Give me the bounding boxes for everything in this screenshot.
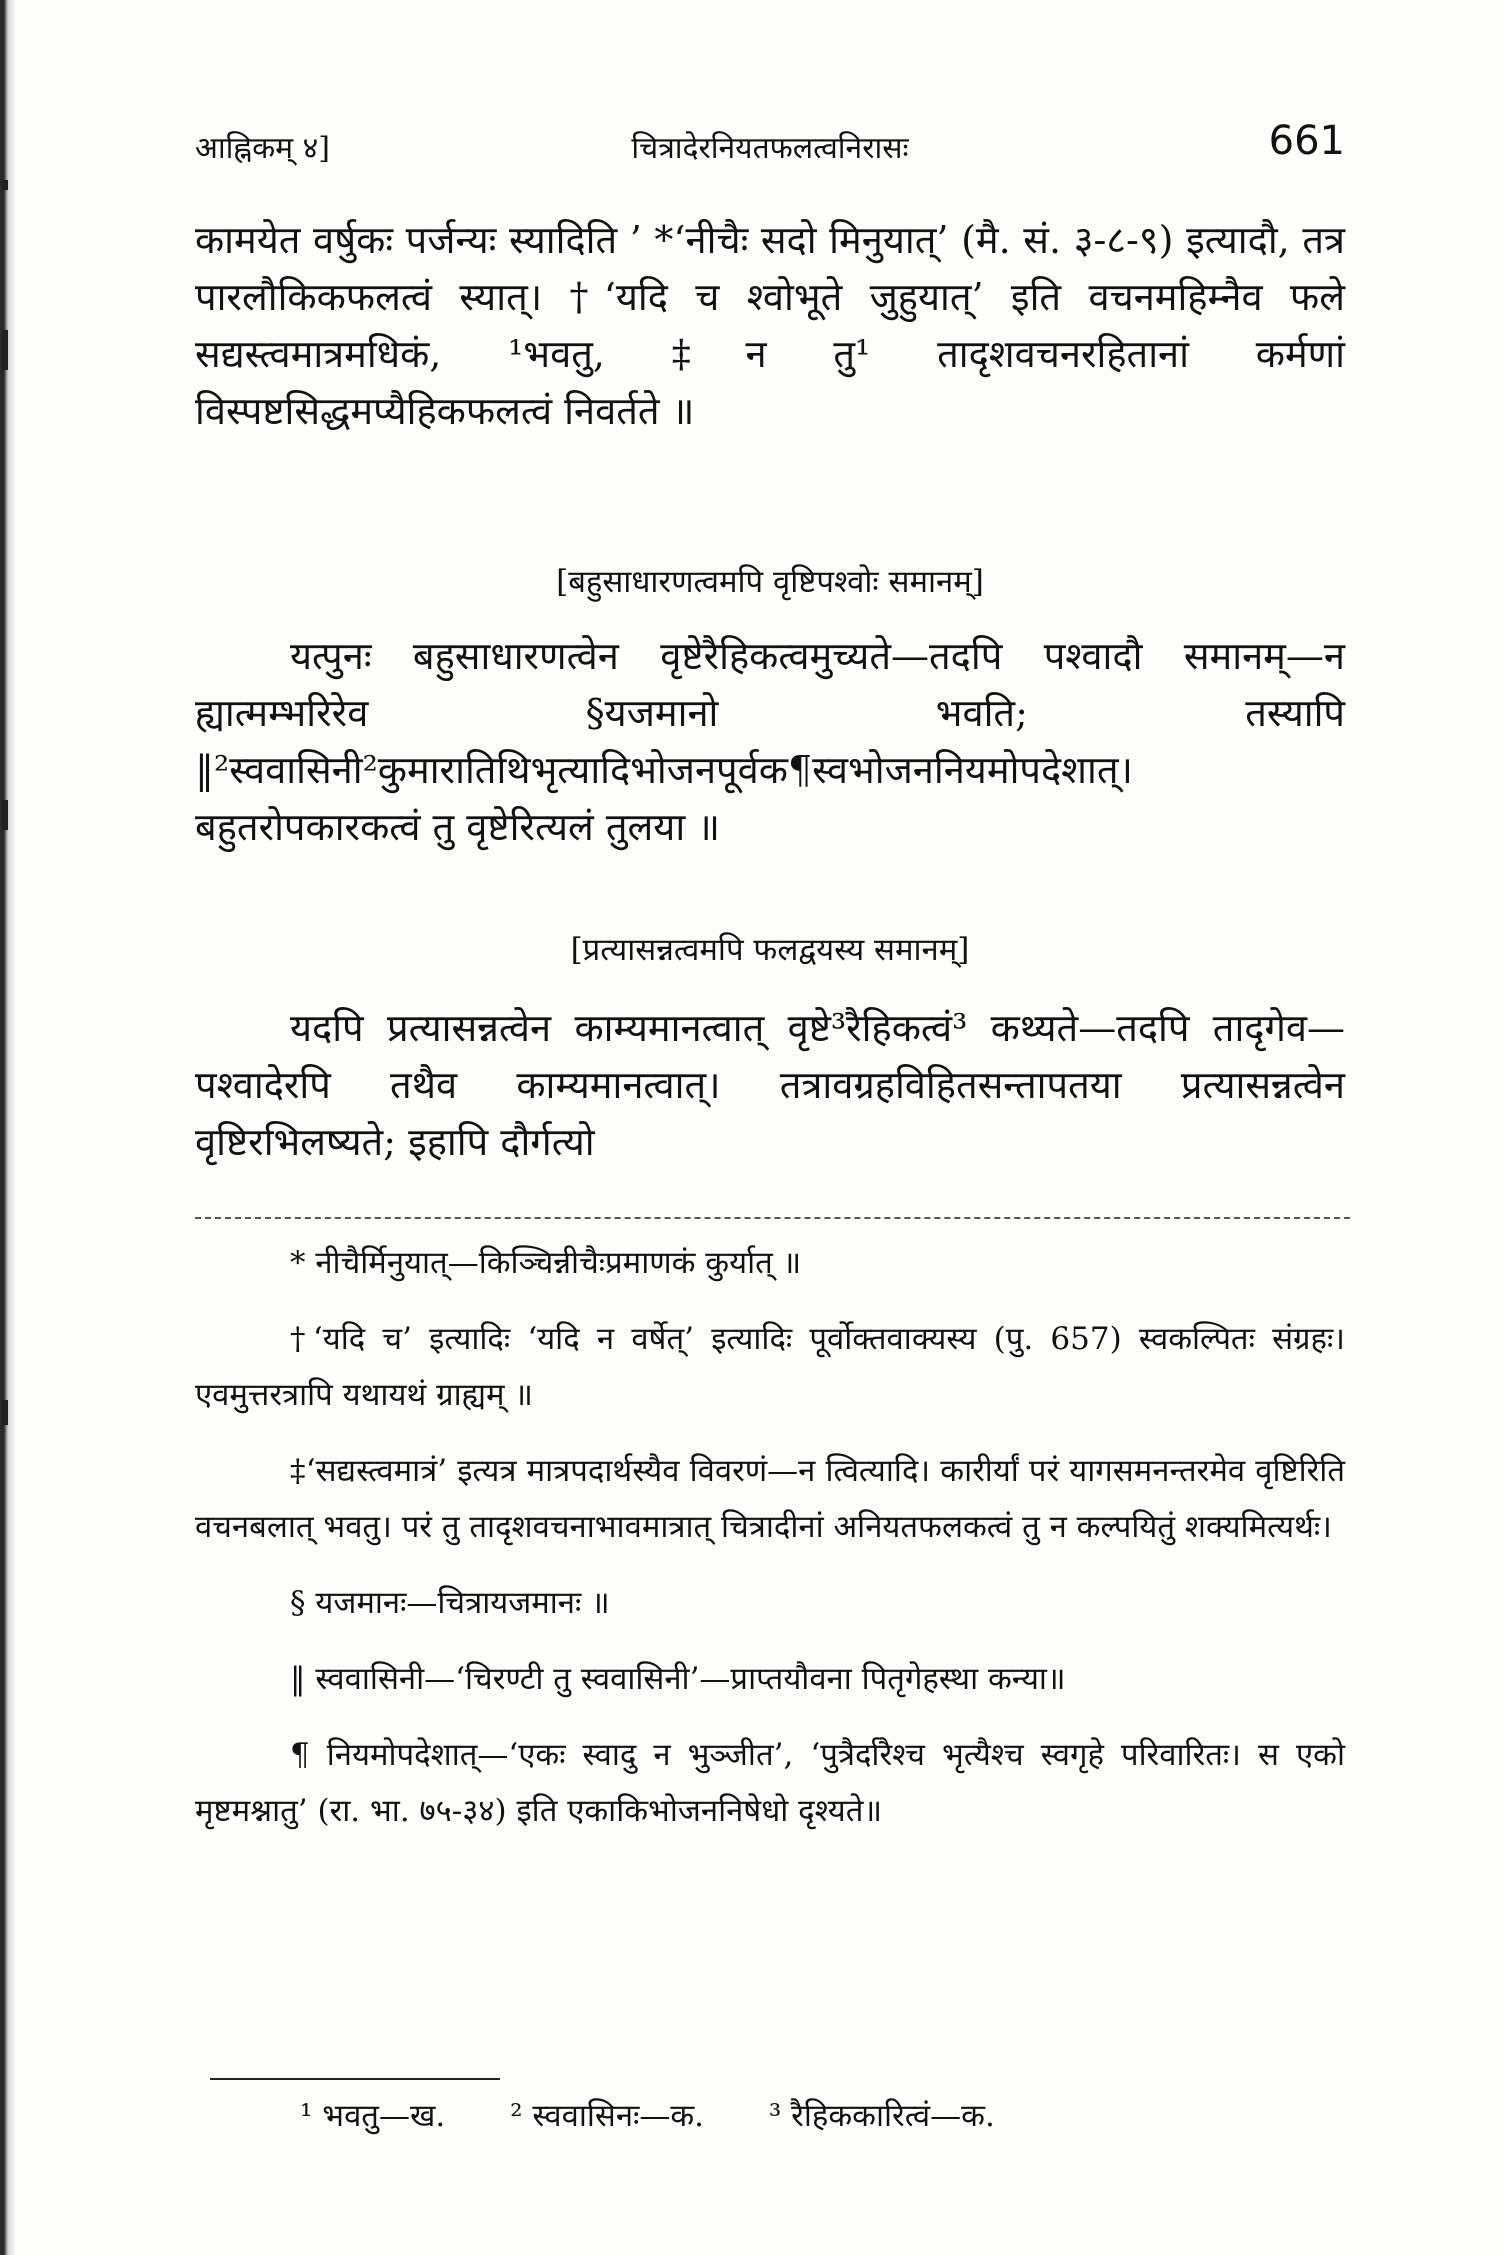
- margin-mark: [2, 800, 8, 830]
- section-title-2: [प्रत्यासन्नत्वमपि फलद्वयस्य समानम्]: [570, 932, 970, 968]
- footnote: †‘यदि च’ इत्यादिः ‘यदि न वर्षेत्’ इत्यादिः पूर्वोक्तवाक्यस्य (पु. 657) स्वकल्पितः संग्रहः। एवमुत्तरत्रापि यथायथं ग्राह्यम् ॥: [195, 1321, 1345, 1413]
- section-heading: चित्रादेरनियतफलत्वनिरासः: [631, 131, 909, 166]
- footnote: ‖ स्ववासिनी—‘चिरण्टी तु स्ववासिनी’—प्राप्तयौवना पितृगेहस्था कन्या॥: [290, 1661, 1066, 1697]
- footnote: § यजमानः—चित्रायजमानः ॥: [290, 1585, 610, 1621]
- section-title-1: [बहुसाधारणत्वमपि वृष्टिपश्वोः समानम्]: [556, 564, 984, 600]
- paragraph-2: यत्पुनः बहुसाधारणत्वेन वृष्टेरैहिकत्वमुच्यते—तदपि पश्वादौ समानम्—न ह्यात्मम्भरिरेव §यजमानो भवति; तस्यापि ‖²स्ववासिनी²कुमारातिथिभृत्यादिभोजनपूर्वक¶स्वभोजननियमोपदेशात्। बहुतरोपकारकत्वं तु वृष्टेरित्यलं तुलया ॥: [195, 634, 1345, 849]
- paragraph-1: कामयेत वर्षुकः पर्जन्यः स्यादिति ’ *‘नीचैः सदो मिनुयात्’ (मै. सं. ३-८-९) इत्यादौ, तत्र पारलौकिकफलत्वं स्यात्। †‘यदि च श्वोभूते जुहुयात्’ इति वचनमहिम्नैव फले सद्यस्त्वमात्रमधिकं, ¹भवतु, ‡न तु¹ तादृशवचनरहितानां कर्मणां विस्पष्टसिद्धमप्यैहिकफलत्वं निवर्तते ॥: [195, 218, 1345, 433]
- page-number: 661: [1268, 118, 1345, 164]
- running-header: [195, 118, 1345, 168]
- footnote: * नीचैर्मिनुयात्—किञ्चिन्नीचैःप्रमाणकं कुर्यात् ॥: [290, 1245, 802, 1281]
- footnote: ¶ नियमोपदेशात्—‘एकः स्वादु न भुञ्जीत’, ‘पुत्रैर्दारैश्च भृत्यैश्च स्वगृहे परिवारितः। स एको मृष्टमश्नातु’ (रा. भा. ७५-३४) इति एकाकिभोजननिषेधो दृश्यते॥: [195, 1737, 1345, 1829]
- margin-mark: [2, 330, 8, 370]
- paragraph-3: यदपि प्रत्यासन्नत्वेन काम्यमानत्वात् वृष्टे³रैहिकत्वं³ कथ्यते—तदपि तादृगेव—पश्वादेरपि तथैव काम्यमानत्वात्। तत्रावग्रहविहितसन्तापतया प्रत्यासन्नत्वेन वृष्टिरभिलष्यते; इहापि दौर्गत्यो: [195, 1006, 1345, 1164]
- variant-note: ² स्ववासिनः—क.: [510, 2098, 705, 2134]
- variant-note: ¹ भवतु—ख.: [300, 2098, 446, 2134]
- footnote: ‡‘सद्यस्त्वमात्रं’ इत्यत्र मात्रपदार्थस्यैव विवरणं—न त्वित्यादि। कारीर्यां परं यागसमनन्तरमेव वृष्टिरिति वचनबलात् भवतु। परं तु तादृशवचनाभावमात्रात् चित्रादीनां अनियतफलकत्वं तु न कल्पयितुं शक्यमित्यर्थः।: [195, 1453, 1345, 1545]
- variant-notes-rule: [210, 2078, 500, 2080]
- footnote-separator: [195, 1217, 1350, 1219]
- variant-readings: [300, 2094, 1050, 2136]
- margin-mark: [2, 180, 8, 190]
- margin-mark: [2, 1400, 8, 1425]
- variant-note: ³ रैहिककारित्वं—क.: [768, 2098, 995, 2134]
- footnotes: [195, 1235, 1345, 1859]
- chapter-label: आह्निकम् ४]: [195, 131, 330, 166]
